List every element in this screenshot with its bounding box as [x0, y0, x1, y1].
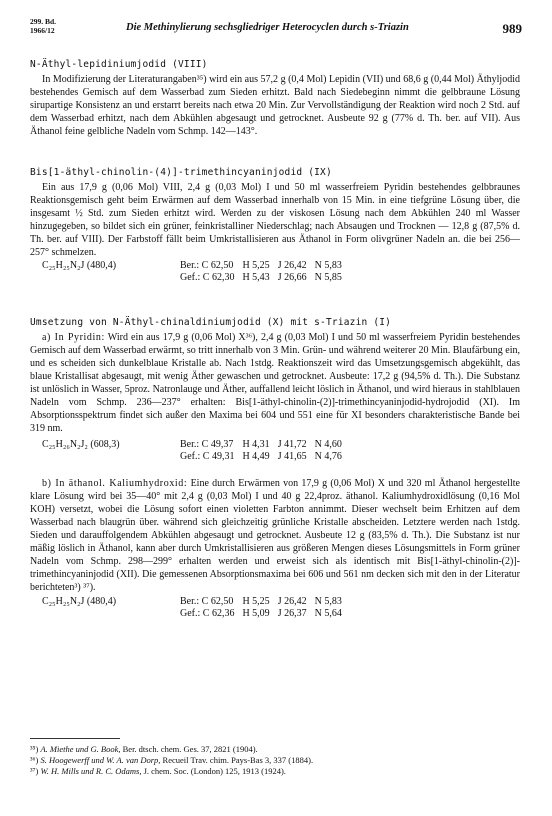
elemental-analysis-b	[42, 596, 350, 620]
footnotes	[30, 744, 520, 777]
analysis-cell: N 4,76	[314, 451, 342, 462]
footnote	[30, 766, 520, 777]
section-trimethincyaninjodid	[30, 166, 520, 284]
analysis-cell: Gef.: C 62,30	[180, 272, 235, 283]
formula: C₂₅H₂₆N₂J₂ (608,3)	[42, 439, 120, 450]
section-umsetzung	[30, 316, 520, 620]
section-heading: Bis[1-äthyl-chinolin-(4)]-trimethincyaninjodid (IX)	[30, 167, 332, 178]
analysis-cell: H 4,31	[242, 439, 270, 450]
part-b	[30, 477, 520, 594]
footnote-number: ³⁵)	[30, 744, 39, 754]
elemental-analysis-a	[42, 439, 350, 463]
footnote-authors: A. Miethe und G. Book,	[40, 744, 121, 754]
analysis-cell: Gef.: C 62,36	[180, 608, 235, 619]
footnote-divider	[30, 738, 120, 739]
part-a	[30, 331, 520, 435]
analysis-cell: Gef.: C 49,31	[180, 451, 235, 462]
elemental-analysis	[42, 260, 350, 284]
analysis-cell: H 5,25	[242, 596, 270, 607]
analysis-cell: J 26,42	[277, 260, 307, 271]
analysis-cell: N 5,64	[314, 608, 342, 619]
section-body: In Modifizierung der Literaturangaben³⁵) wird ein aus 57,2 g (0,4 Mol) Lepidin (VII) und 68,6 g (0,44 Mol) Äthyljodid bestehendes Gemisch auf dem Wasserbad zum Sieden erhitzt. Bald nach Siedebeginn nimmt die gelbbraune Lösung sirupartige Konsistenz an und erstarrt bereits nach etwa 20 Min. Zur Vervollständigung der Reaktion wird noch 2 Std. auf dem Wasserbad erhitzt, nach dem Abkühlen abgesaugt und getrocknet. Ausbeute 92 g (77% d. Th. ber. auf VII). Aus Äthanol feine gelbliche Nadeln vom Schmp. 142—143°.	[30, 74, 520, 137]
analysis-cell: H 5,43	[242, 272, 270, 283]
footnote-authors: W. H. Mills und R. C. Odams,	[40, 766, 142, 776]
section-heading: Umsetzung von N-Äthyl-chinaldiniumjodid (X) mit s-Triazin (I)	[30, 317, 392, 328]
footnote-reference: Recueil Trav. chim. Pays-Bas 3, 337 (1884).	[162, 755, 314, 765]
section-lepidiniumjodid	[30, 58, 520, 138]
analysis-cell: N 5,83	[314, 260, 342, 271]
analysis-cell: Ber.: C 62,50	[180, 260, 234, 271]
footnote	[30, 744, 520, 755]
section-heading: N-Äthyl-lepidiniumjodid (VIII)	[30, 59, 208, 70]
analysis-cell: J 26,37	[277, 608, 307, 619]
part-b-label: b) In äthanol. Kaliumhydroxid:	[42, 478, 188, 489]
analysis-cell: N 5,85	[314, 272, 342, 283]
footnote-number: ³⁶)	[30, 755, 39, 765]
analysis-cell: N 5,83	[314, 596, 342, 607]
page-number: 989	[502, 21, 522, 36]
analysis-cell: H 4,49	[242, 451, 270, 462]
analysis-cell: N 4,60	[314, 439, 342, 450]
part-a-label: a) In Pyridin:	[42, 332, 105, 343]
analysis-cell: Ber.: C 62,50	[180, 596, 234, 607]
running-title: Die Methinylierung sechsgliedriger Heterocyclen durch s-Triazin	[126, 22, 409, 33]
footnote-authors: S. Hoogewerff und W. A. van Dorp,	[40, 755, 161, 765]
formula: C₂₅H₂₅N₂J (480,4)	[42, 596, 117, 607]
analysis-cell: H 5,09	[242, 608, 270, 619]
volume-info	[30, 18, 56, 35]
page-header	[30, 18, 522, 42]
footnote-reference: Ber. dtsch. chem. Ges. 37, 2821 (1904).	[122, 744, 258, 754]
analysis-cell: J 41,72	[277, 439, 307, 450]
analysis-cell: H 5,25	[242, 260, 270, 271]
analysis-cell: J 26,66	[277, 272, 307, 283]
part-b-body: Eine durch Erwärmen von 17,9 g (0,06 Mol) X und 320 ml Äthanol hergestellte klare Lösung wird bei 35—40° mit 2,4 g (0,03 Mol) I und 40 g 22,4proz. äthanol. Kaliumhydroxidlösung (0,16 Mol KOH) versetzt, wobei die Lösung sofort einen violetten Farbton annimmt. Dieser wechselt beim Erhitzen auf dem Wasserbad nach blaugrün über. während sich gleichzeitig grünliche Kristalle abscheiden. Letztere werden nach 1stdg. Sieden und darauffolgendem Abkühlen abgesaugt und getrocknet. Ausbeute 12 g (83,5% d. Th.). Die Substanz ist nur mäßig löslich in Äthanol, kann aber durch Umkristallisieren aus größeren Mengen dieses Lösungsmittels in Form grüner Nadeln vom Schmp. 298—299° erhalten werden und erweist sich als identisch mit Bis[1-äthyl-chinolin-(2)]-trimethincyaninjodid (XII). Die gemessenen Absorptionsmaxima bei 606 und 561 nm decken sich mit den in der Literatur berichteten³) ³⁷).	[30, 478, 521, 593]
footnote-reference: J. chem. Soc. (London) 125, 1913 (1924).	[143, 766, 286, 776]
analysis-cell: Ber.: C 49,37	[180, 439, 234, 450]
footnote-number: ³⁷)	[30, 766, 39, 776]
analysis-cell: J 41,65	[277, 451, 307, 462]
year: 1966/12	[30, 25, 55, 35]
formula: C₂₅H₂₅N₂J (480,4)	[42, 260, 117, 271]
volume: 299. Bd.	[30, 17, 57, 26]
part-a-body: Wird ein aus 17,9 g (0,06 Mol) X³⁶), 2,4 g (0,03 Mol) I und 50 ml wasserfreiem Pyridin bestehendes Gemisch auf dem Wasserbad erwärmt, so tritt innerhalb von 3 Min. Grün- und während weiterer 20 Min. Blaufärbung ein, und es scheiden sich dunkelblaue Kristalle ab. Nach 1stdg. Reaktionszeit wird das Umsetzungsgemisch abgekühlt, das blaue Kristallisat abgesaugt, mit wenig Äther gewaschen und getrocknet. Ausbeute: 17,2 g (94,5% d. Th.). Die Substanz ist unlöslich in Wasser, 5proz. Natronlauge und Äther, auffallend leicht löslich in Äthanol, und wird hieraus in stahlblauen Nadeln vom Schmp. 236—237° erhalten: Bis[1-äthyl-chinolin-(2)]-trimethincyaninjodid-hydrojodid (XI). Im Absorptionsspektrum findet sich außer den Maxima bei 604 und 551 eine für XI besonders charakteristische Bande bei 319 nm.	[30, 332, 520, 434]
footnote	[30, 755, 520, 766]
analysis-cell: J 26,42	[277, 596, 307, 607]
section-body: Ein aus 17,9 g (0,06 Mol) VIII, 2,4 g (0,03 Mol) I und 50 ml wasserfreiem Pyridin bestehendes gelbbraunes Reaktionsgemisch geht beim Erwärmen auf dem Wasserbad innerhalb von 15 Min. in eine tiefgrüne Lösung über, die insgesamt ½ Std. zum Sieden erhitzt wird. Werden zu der viskosen Lösung nach dem Abkühlen 240 ml Wasser hinzugegeben, so bildet sich ein grüner, feinkristalliner Niederschlag; nach Absaugen und Trocknen — 12,8 g (87,5% d. Th. ber. auf VIII). Der Farbstoff fällt beim Umkristallisieren aus Äthanol in Form olivgrüner Nadeln an. die bei 256—257° schmelzen.	[30, 182, 520, 258]
